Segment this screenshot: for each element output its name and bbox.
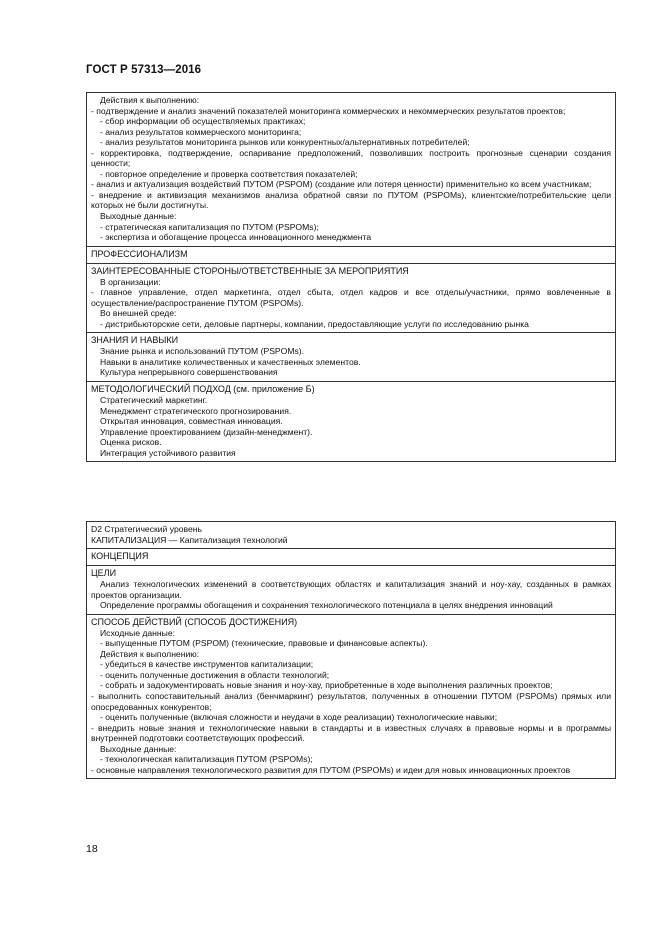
text-line: Определение программы обогащения и сохранения технологического потенциала в целях внедрения инноваций — [100, 600, 553, 611]
text-line: Интеграция устойчивого развития — [100, 447, 236, 458]
text-line: - подтверждение и анализ значений показателей мониторинга коммерческих и некоммерческих результатов проектов; — [91, 105, 566, 116]
text-line: - оценить полученные (включая сложности и неудачи в ходе реализации) технологические навыки; — [100, 712, 498, 723]
text-line: - стратегическая капитализация по ПУТОМ (PSPOMs); — [100, 221, 319, 232]
method-lines — [91, 395, 611, 458]
d2-method-lines — [91, 628, 611, 776]
d2-concept-title: КОНЦЕПЦИЯ — [91, 551, 149, 562]
text-line: - анализ результатов мониторинга рынков или конкурентных/альтернативных потребителей; — [100, 137, 470, 148]
text-line: - внедрить новые знания и технологические навыки в стандарты и в известных случаях в правовые нормы и в программы внутренней подготовки соответствующих профессий. — [91, 722, 611, 744]
text-line: Навыки в аналитике количественных и качественных элементов. — [100, 356, 361, 367]
text-line: Менеджмент стратегического прогнозирования. — [100, 405, 292, 416]
method-title: МЕТОДОЛОГИЧЕСКИЙ ПОДХОД (см. приложение Б) — [91, 384, 315, 395]
d2-capitalization: КАПИТАЛИЗАЦИЯ — Капитализация технологий — [91, 534, 288, 545]
d2-goals-title: ЦЕЛИ — [91, 568, 117, 579]
text-line: - оценить полученные достижения в области технологий; — [100, 669, 330, 680]
professionalism-cell — [87, 246, 615, 263]
text-line: - анализ результатов коммерческого мониторинга; — [100, 126, 302, 137]
page-number: 18 — [86, 843, 98, 855]
table-continuation — [86, 92, 616, 462]
knowledge-cell — [87, 332, 615, 381]
actions-cell — [87, 93, 615, 246]
d2-level: D2 Стратегический уровень — [91, 524, 202, 534]
text-line: - экспертиза и обогащение процесса инновационного менеджмента — [100, 232, 372, 243]
d2-method-cell — [87, 614, 615, 779]
text-line: Открытая инновация, совместная инновация. — [100, 416, 283, 427]
text-line: - убедиться в качестве инструментов капитализации; — [100, 659, 314, 670]
text-line: Культура непрерывного совершенствования — [100, 367, 278, 378]
text-line: - сбор информации об осуществляемых практиках; — [100, 116, 306, 127]
d2-header-cell — [87, 522, 615, 548]
text-line: Во внешней среде: — [100, 308, 177, 319]
d2-concept-cell — [87, 548, 615, 565]
actions-lines — [91, 95, 611, 243]
text-line: Действия к выполнению: — [100, 95, 200, 105]
stakeholders-title: ЗАИНТЕРЕСОВАННЫЕ СТОРОНЫ/ОТВЕТСТВЕННЫЕ ЗА МЕРОПРИЯТИЯ — [91, 265, 409, 276]
text-line: - технологическая капитализация ПУТОМ (PSPOMs); — [100, 754, 313, 765]
text-line: Стратегический маркетинг. — [100, 395, 208, 406]
text-line: - главное управление, отдел маркетинга, отдел сбыта, отдел кадров и все отделы/участники, прямо вовлеченные в осуществление/распространение ПУТОМ (PSPOMs). — [91, 287, 611, 308]
knowledge-lines — [91, 346, 611, 378]
document-code-header: ГОСТ Р 57313—2016 — [86, 64, 202, 76]
text-line: Исходные данные: — [100, 627, 175, 638]
text-line: В организации: — [100, 276, 161, 287]
professionalism-title: ПРОФЕССИОНАЛИЗМ — [91, 248, 188, 259]
text-line: - внедрение и активизация механизмов анализа обратной связи по ПУТОМ (PSPOMs), клиентские/потребительские цели которых не были достигнуты. — [91, 189, 611, 211]
text-line: Выходные данные: — [100, 211, 177, 222]
text-line: Управление проектированием (дизайн-менеджмент). — [100, 426, 313, 437]
text-line: - дистрибьюторские сети, деловые партнеры, компании, предоставляющие услуги по исследованию рынка — [100, 318, 529, 329]
text-line: Знание рынка и использований ПУТОМ (PSPOMs). — [100, 346, 305, 357]
text-line: Оценка рисков. — [100, 437, 162, 448]
text-line: - корректировка, подтверждение, оспаривание предположений, позволивших построить прогнозные сценарии создания ценности; — [91, 147, 611, 169]
stakeholders-cell — [87, 263, 615, 333]
d2-method-title: СПОСОБ ДЕЙСТВИЙ (СПОСОБ ДОСТИЖЕНИЯ) — [91, 616, 298, 627]
knowledge-title: ЗНАНИЯ И НАВЫКИ — [91, 335, 179, 346]
text-line: Выходные данные: — [100, 743, 177, 754]
text-line: - выпущенные ПУТОМ (PSPOM) (технические, правовые и финансовые аспекты). — [100, 638, 428, 649]
d2-goals-lines — [91, 579, 611, 611]
text-line: - выполнить сопоставительный анализ (бенчмаркинг) результатов, полученных в отношении ПУТОМ (PSPOMs) прямых или опосредованных конкурентов; — [91, 691, 611, 712]
text-line: Анализ технологических изменений в соответствующих областях и капитализация знаний и ноу-хау, созданных в рамках проектов организации. — [91, 579, 611, 600]
table-d2 — [86, 521, 616, 779]
method-cell — [87, 381, 615, 461]
text-line: - анализ и актуализация воздействий ПУТОМ (PSPOM) (создание или потеря ценности) применительно ко всем участникам; — [91, 179, 592, 190]
text-line: Действия к выполнению: — [100, 648, 200, 659]
text-line: - повторное определение и проверка соответствия показателей; — [100, 168, 358, 179]
d2-goals-cell — [87, 565, 615, 614]
text-line: - основные направления технологического развития для ПУТОМ (PSPOMs) и идеи для новых инновационных проектов — [91, 764, 571, 775]
stakeholders-lines — [91, 277, 611, 330]
text-line: - собрать и задокументировать новые знания и ноу-хау, приобретенные в ходе выполнения различных проектов; — [100, 680, 553, 691]
